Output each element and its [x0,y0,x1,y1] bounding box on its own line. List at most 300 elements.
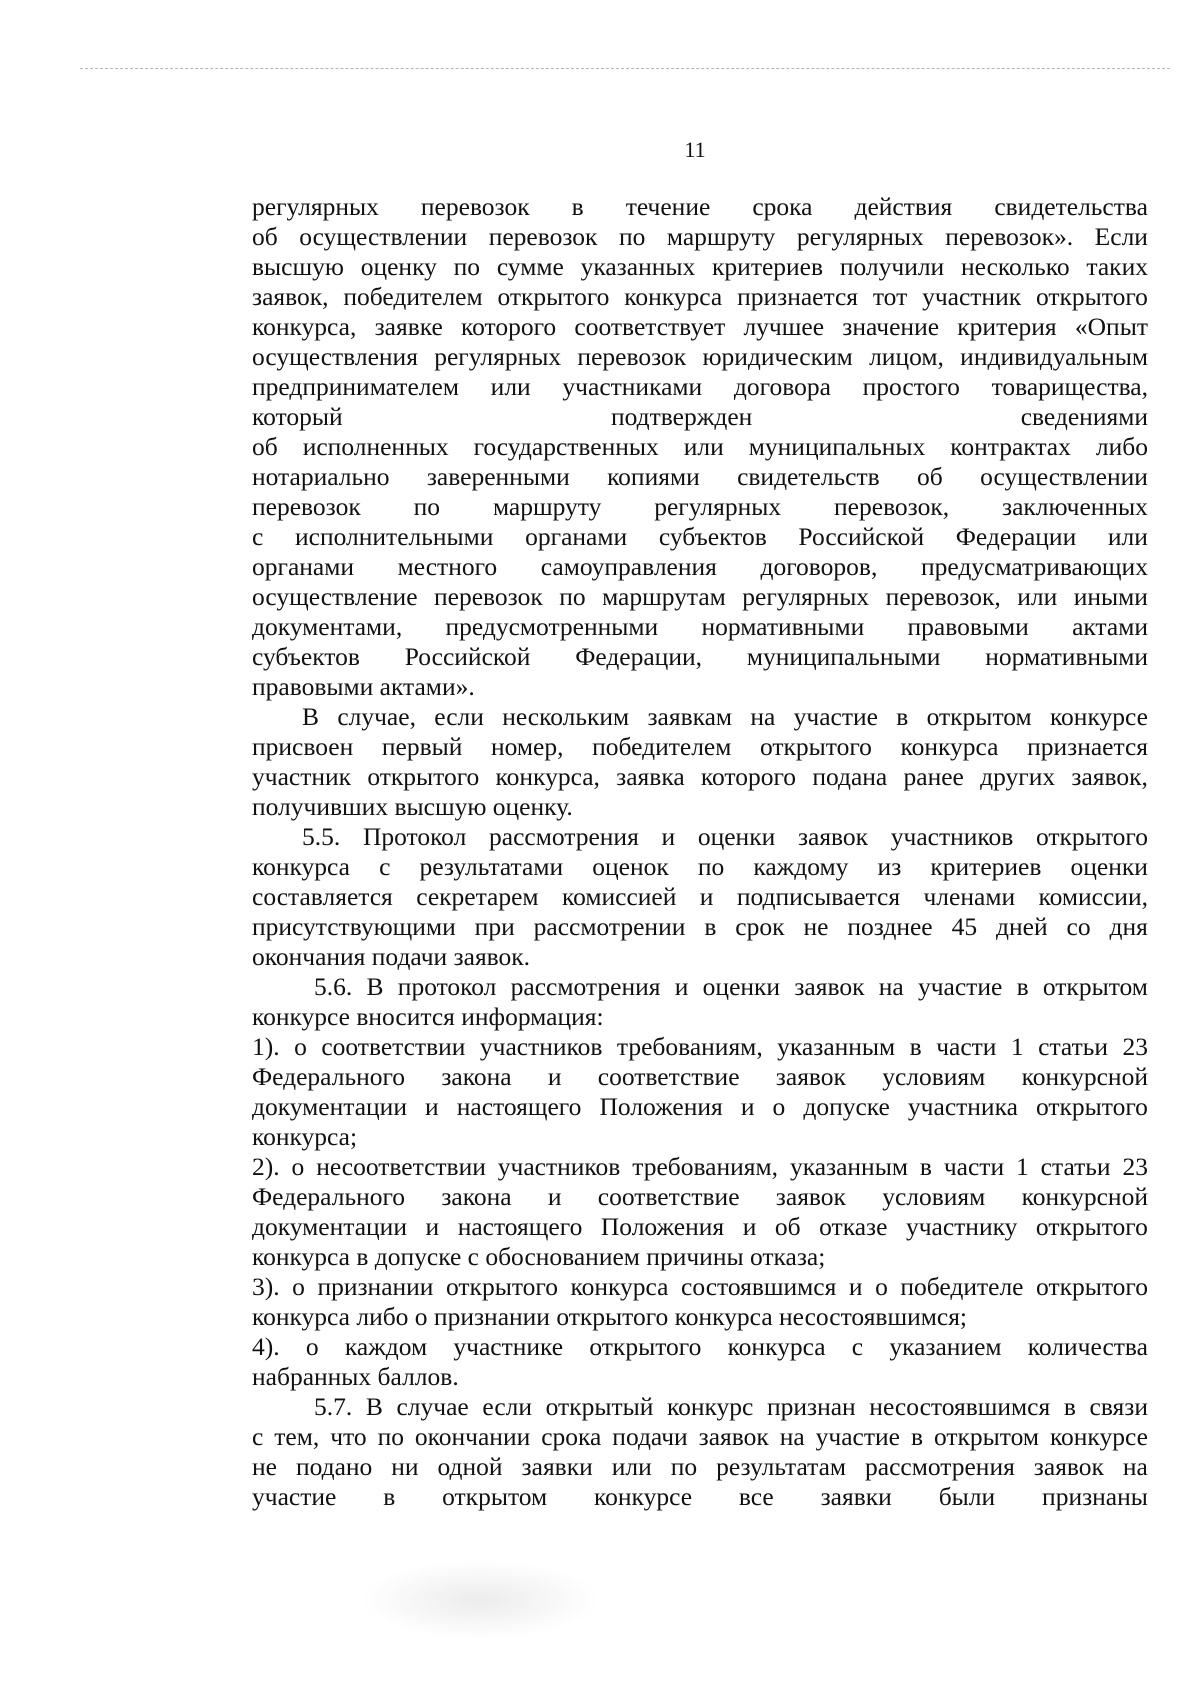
word: конкурсе [1049,1422,1148,1451]
word: открытого [759,732,872,761]
word: состоявшимся [681,1272,837,1301]
word: конкурс [667,1392,754,1421]
word: в [383,1482,396,1511]
text-line [252,1152,1148,1182]
word: и [674,972,689,1001]
word: заявке [374,312,443,341]
word: срок [735,912,785,941]
text-line [252,1422,1148,1452]
word: регулярных [434,342,562,371]
word: рассмотрения [489,822,639,851]
word: подтвержден [611,402,753,431]
word: В [365,1392,383,1421]
word: требованиям, [632,1152,779,1181]
text-line [252,342,1148,372]
text-line: конкурса; [252,1122,358,1151]
word: секретарем [416,882,539,911]
word: присвоен [252,732,354,761]
word: номер, [491,732,564,761]
text-line [252,1272,1148,1302]
word: окончании [414,1422,531,1451]
word: заключенных [1002,492,1148,521]
word: закона [441,1062,512,1091]
text-line [252,822,1148,852]
word: участниками [562,372,703,401]
word: с [379,852,391,881]
text-line [252,912,1148,942]
word: отказе [819,1212,888,1241]
word: лицом, [869,342,944,371]
text-line [252,282,1148,312]
word: случае, [337,702,416,731]
word: перевозок [488,222,598,251]
word: которого [700,762,797,791]
word: на [779,1422,805,1451]
page-number: 11 [684,137,706,162]
word: критериев [930,852,1042,881]
word: тем, [274,1422,320,1451]
text-line: конкурса либо о признании открытого конкурса несостоявшимся; [252,1302,968,1331]
text-line [252,552,1148,582]
word: заявок [1033,1452,1104,1481]
word: и [425,1092,439,1121]
word: актами [1072,612,1148,641]
word: документации [252,1092,407,1121]
word: участник [252,762,352,791]
word: или [611,1452,652,1481]
word: участник [922,282,1022,311]
text-line [252,222,1148,252]
word: заявки [521,1452,593,1481]
word: на [878,972,904,1001]
word: открытом [442,1482,548,1511]
word: исполненных [302,432,449,461]
word: результатам [716,1452,847,1481]
word: в [1016,972,1029,1001]
word: об [774,1212,801,1241]
word: участие [815,1422,900,1451]
word: о [292,1272,305,1301]
word: присутствующими [252,912,456,941]
word: 1 [1016,1152,1029,1181]
text-line [252,1062,1148,1092]
word: осуществление [252,582,418,611]
word: одной [437,1452,503,1481]
word: статьи [1040,1152,1111,1181]
word: и [547,1182,562,1211]
word: договора [733,372,831,401]
word: открытого [1035,822,1148,851]
word: органами [525,522,628,551]
text-line [252,1392,1148,1422]
word: простого [862,372,960,401]
word: нормативными [701,612,865,641]
word: в [704,912,717,941]
text-line [252,462,1148,492]
word: или [1107,522,1148,551]
word: с [851,1332,864,1361]
word: открытого [367,762,480,791]
word: с [252,1422,264,1451]
word: и [425,1212,440,1241]
word: соответствие [597,1182,740,1211]
word: перевозок, [885,582,1001,611]
word: нотариально [252,462,390,491]
word: о [875,1272,888,1301]
word: осуществлении [980,462,1148,491]
word: членами [923,882,1016,911]
word: в [919,1152,932,1181]
word: критериев [712,252,824,281]
word: на [750,702,776,731]
word: муниципальных [748,432,926,461]
word: 45 [951,912,978,941]
word: и [547,1062,562,1091]
word: критерия [957,312,1057,341]
word: 23 [1122,1152,1148,1181]
word: маршрутам [602,582,726,611]
word: о [305,1332,319,1361]
scan-smudge [360,1560,600,1640]
word: открытом [926,702,1032,731]
word: осуществления [252,342,418,371]
word: заявки [820,1482,892,1511]
word: открытого [1035,282,1148,311]
word: количества [1027,1332,1148,1361]
word: о [291,1152,305,1181]
word: открытого [497,282,610,311]
text-line [252,582,1148,612]
text-line: конкурсе вносится информация: [252,1002,604,1031]
word: предпринимателем [252,372,459,401]
text-line [252,1482,1148,1512]
word: конкурса [624,282,723,311]
word: В [302,702,320,731]
word: что [330,1422,367,1451]
word: субъектов [658,522,767,551]
text-line: набранных баллов. [252,1362,459,1391]
word: регулярных [654,492,782,521]
word: свидетельств [737,462,880,491]
word: маршруту [492,492,602,521]
word: о [294,1032,307,1061]
word: Положения [599,1092,723,1121]
word: конкурса [252,852,350,881]
word: конкурсной [1021,1062,1148,1091]
word: подана [812,762,888,791]
word: открытого [1035,1092,1148,1121]
word: в [909,1032,922,1061]
word: 4). [252,1332,280,1361]
word: позднее [847,912,933,941]
word: не [803,912,829,941]
word: перевозок [252,492,361,521]
word: рассмотрении [533,912,686,941]
word: 5.5. [302,822,341,851]
word: если [434,702,484,731]
word: несостоявшимся [869,1392,1051,1421]
word: дней [996,912,1048,941]
text-line [252,372,1148,402]
word: В [366,972,384,1001]
word: допуске [803,1092,890,1121]
word: и [742,1212,757,1241]
word: высшую [252,252,344,281]
word: все [738,1482,774,1511]
word: об [917,462,943,491]
text-line [252,1092,1148,1122]
word: признании [317,1272,434,1301]
text-line [252,522,1148,552]
word: при [474,912,515,941]
word: по [618,222,646,251]
word: Федерального [252,1062,406,1091]
word: регулярных [796,222,924,251]
word: оценки [1070,852,1148,881]
word: товарищества, [991,372,1148,401]
word: в [1063,1392,1076,1421]
word: заявок [775,1182,846,1211]
text-line [252,492,1148,522]
word: перевозок, [834,492,950,521]
word: самоуправления [540,552,717,581]
word: указанным [789,1152,908,1181]
word: и [699,882,714,911]
word: требованиям, [616,1032,763,1061]
word: Положения [600,1212,725,1241]
word: или [683,432,724,461]
word: указанных [580,252,696,281]
text-line [252,402,1148,432]
word: Протокол [362,822,467,851]
word: правовыми [907,612,1029,641]
word: участников [497,1152,621,1181]
word: статьи [1038,1032,1108,1061]
word: конкурса [900,732,999,761]
word: 3). [252,1272,280,1301]
word: свидетельства [994,192,1148,221]
word: субъектов [252,642,360,671]
word: исполнительными [295,522,494,551]
word: по [377,1422,404,1451]
word: со [1066,912,1091,941]
word: соответствии [321,1032,466,1061]
word: Федерального [252,1182,406,1211]
word: в [571,192,584,221]
word: или [1017,582,1058,611]
word: других [980,762,1056,791]
word: юридическим [702,342,853,371]
word: были [938,1482,996,1511]
word: перевозок [577,342,687,371]
text-line [252,1332,1148,1362]
word: 2). [252,1152,280,1181]
word: заявка [616,762,685,791]
word: дня [1109,912,1148,941]
text-line [252,702,1148,732]
word: оценки [697,822,776,851]
word: маршруту [666,222,776,251]
word: 5.7. [314,1392,353,1421]
word: несоответствии [316,1152,486,1181]
word: признается [1027,732,1148,761]
word: в [910,1422,923,1451]
word: Российской [404,642,531,671]
word: срока [752,192,813,221]
word: признается [737,282,858,311]
word: договоров, [760,552,878,581]
word: по [559,582,586,611]
word: из [877,852,902,881]
word: предусматривающих [920,552,1148,581]
word: победителе [900,1272,1024,1301]
word: открытого [1036,1272,1148,1301]
word: части [936,1032,997,1061]
word: оценок [592,852,669,881]
word: «Опыт [1074,312,1148,341]
word: Федерации, [575,642,702,671]
word: конкурсе [1049,702,1148,731]
text-line [252,192,1148,222]
text-line [252,852,1148,882]
text-line [252,642,1148,672]
word: значение [842,312,940,341]
text-line [252,732,1148,762]
word: получили [839,252,945,281]
word: об [252,432,278,461]
word: не [252,1452,277,1481]
word: либо [1095,432,1148,461]
word: заявок [794,972,865,1001]
word: участнику [905,1212,1018,1241]
word: по [453,252,481,281]
word: комиссией [561,882,677,911]
word: части [943,1152,1005,1181]
word: тот [872,282,908,311]
word: Российской [798,522,925,551]
word: участнике [453,1332,564,1361]
word: копиями [607,462,700,491]
word: связи [1089,1392,1148,1421]
word: 1 [1010,1032,1024,1061]
word: подписывается [736,882,901,911]
word: соответствует [574,312,726,341]
word: 1). [252,1032,280,1061]
word: по [670,1452,698,1481]
word: срока [541,1422,602,1451]
word: сведениями [1020,402,1148,431]
word: регулярных [252,192,379,221]
word: участника [907,1092,1018,1121]
word: открытом [1042,972,1148,1001]
word: которого [461,312,557,341]
word: указанием [889,1332,1002,1361]
word: таких [1086,252,1148,281]
text-line: окончания подачи заявок. [252,942,531,971]
word: о [772,1092,786,1121]
word: условиям [882,1062,986,1091]
word: победителем [592,732,732,761]
word: документации [252,1212,407,1241]
word: по [413,492,441,521]
word: признан [766,1392,856,1421]
word: заявкам [647,702,733,731]
word: на [1122,1452,1148,1481]
text-line [252,972,1148,1002]
word: с [252,522,264,551]
word: конкурсе [594,1482,693,1511]
word: участие [252,1482,337,1511]
text-line [252,882,1148,912]
word: 5.6. [314,972,353,1001]
word: государственных [473,432,659,461]
word: открытого [1035,1212,1148,1241]
word: настоящего [456,1092,582,1121]
text-line: правовыми актами». [252,672,475,701]
word: заверенными [426,462,570,491]
word: конкурса, [495,762,600,791]
word: сумме [496,252,564,281]
word: конкурса, [252,312,357,341]
word: оценки [702,972,781,1001]
word: перевозок [420,192,530,221]
word: лучшее [743,312,825,341]
word: конкурса [727,1332,826,1361]
text-line [252,312,1148,342]
word: ранее [903,762,964,791]
text-line [252,252,1148,282]
word: нормативными [985,642,1148,671]
word: документами, [252,612,403,641]
word: Федерации [955,522,1077,551]
text-line [252,612,1148,642]
text-line: получивших высшую оценку. [252,792,573,821]
word: открытый [545,1392,654,1421]
word: первый [381,732,463,761]
word: по [697,852,725,881]
text-line [252,1212,1148,1242]
word: рассмотрения [510,972,661,1001]
word: нескольким [502,702,630,731]
word: 23 [1122,1032,1148,1061]
word: органами [252,552,355,581]
word: открытого [589,1332,702,1361]
text-line [252,1182,1148,1212]
word: признаны [1042,1482,1148,1511]
word: муниципальными [746,642,941,671]
word: перевозок [434,582,543,611]
word: ни [391,1452,419,1481]
word: течение [625,192,711,221]
word: результатами [419,852,564,881]
word: перевозок». [945,222,1074,251]
text-line [252,432,1148,462]
word: и [740,1092,755,1121]
document-body [252,192,1148,1512]
word: открытого [446,1272,558,1301]
word: случае [396,1392,469,1421]
word: закона [441,1182,512,1211]
word: если [482,1392,533,1421]
word: заявок [797,822,869,851]
word: конкурса [570,1272,669,1301]
word: оценку [360,252,437,281]
word: подачи [612,1422,688,1451]
word: осуществлении [299,222,468,251]
word: участие [917,972,1003,1001]
word: иными [1073,582,1148,611]
text-line: конкурса в допуске с обоснованием причины отказа; [252,1242,826,1271]
